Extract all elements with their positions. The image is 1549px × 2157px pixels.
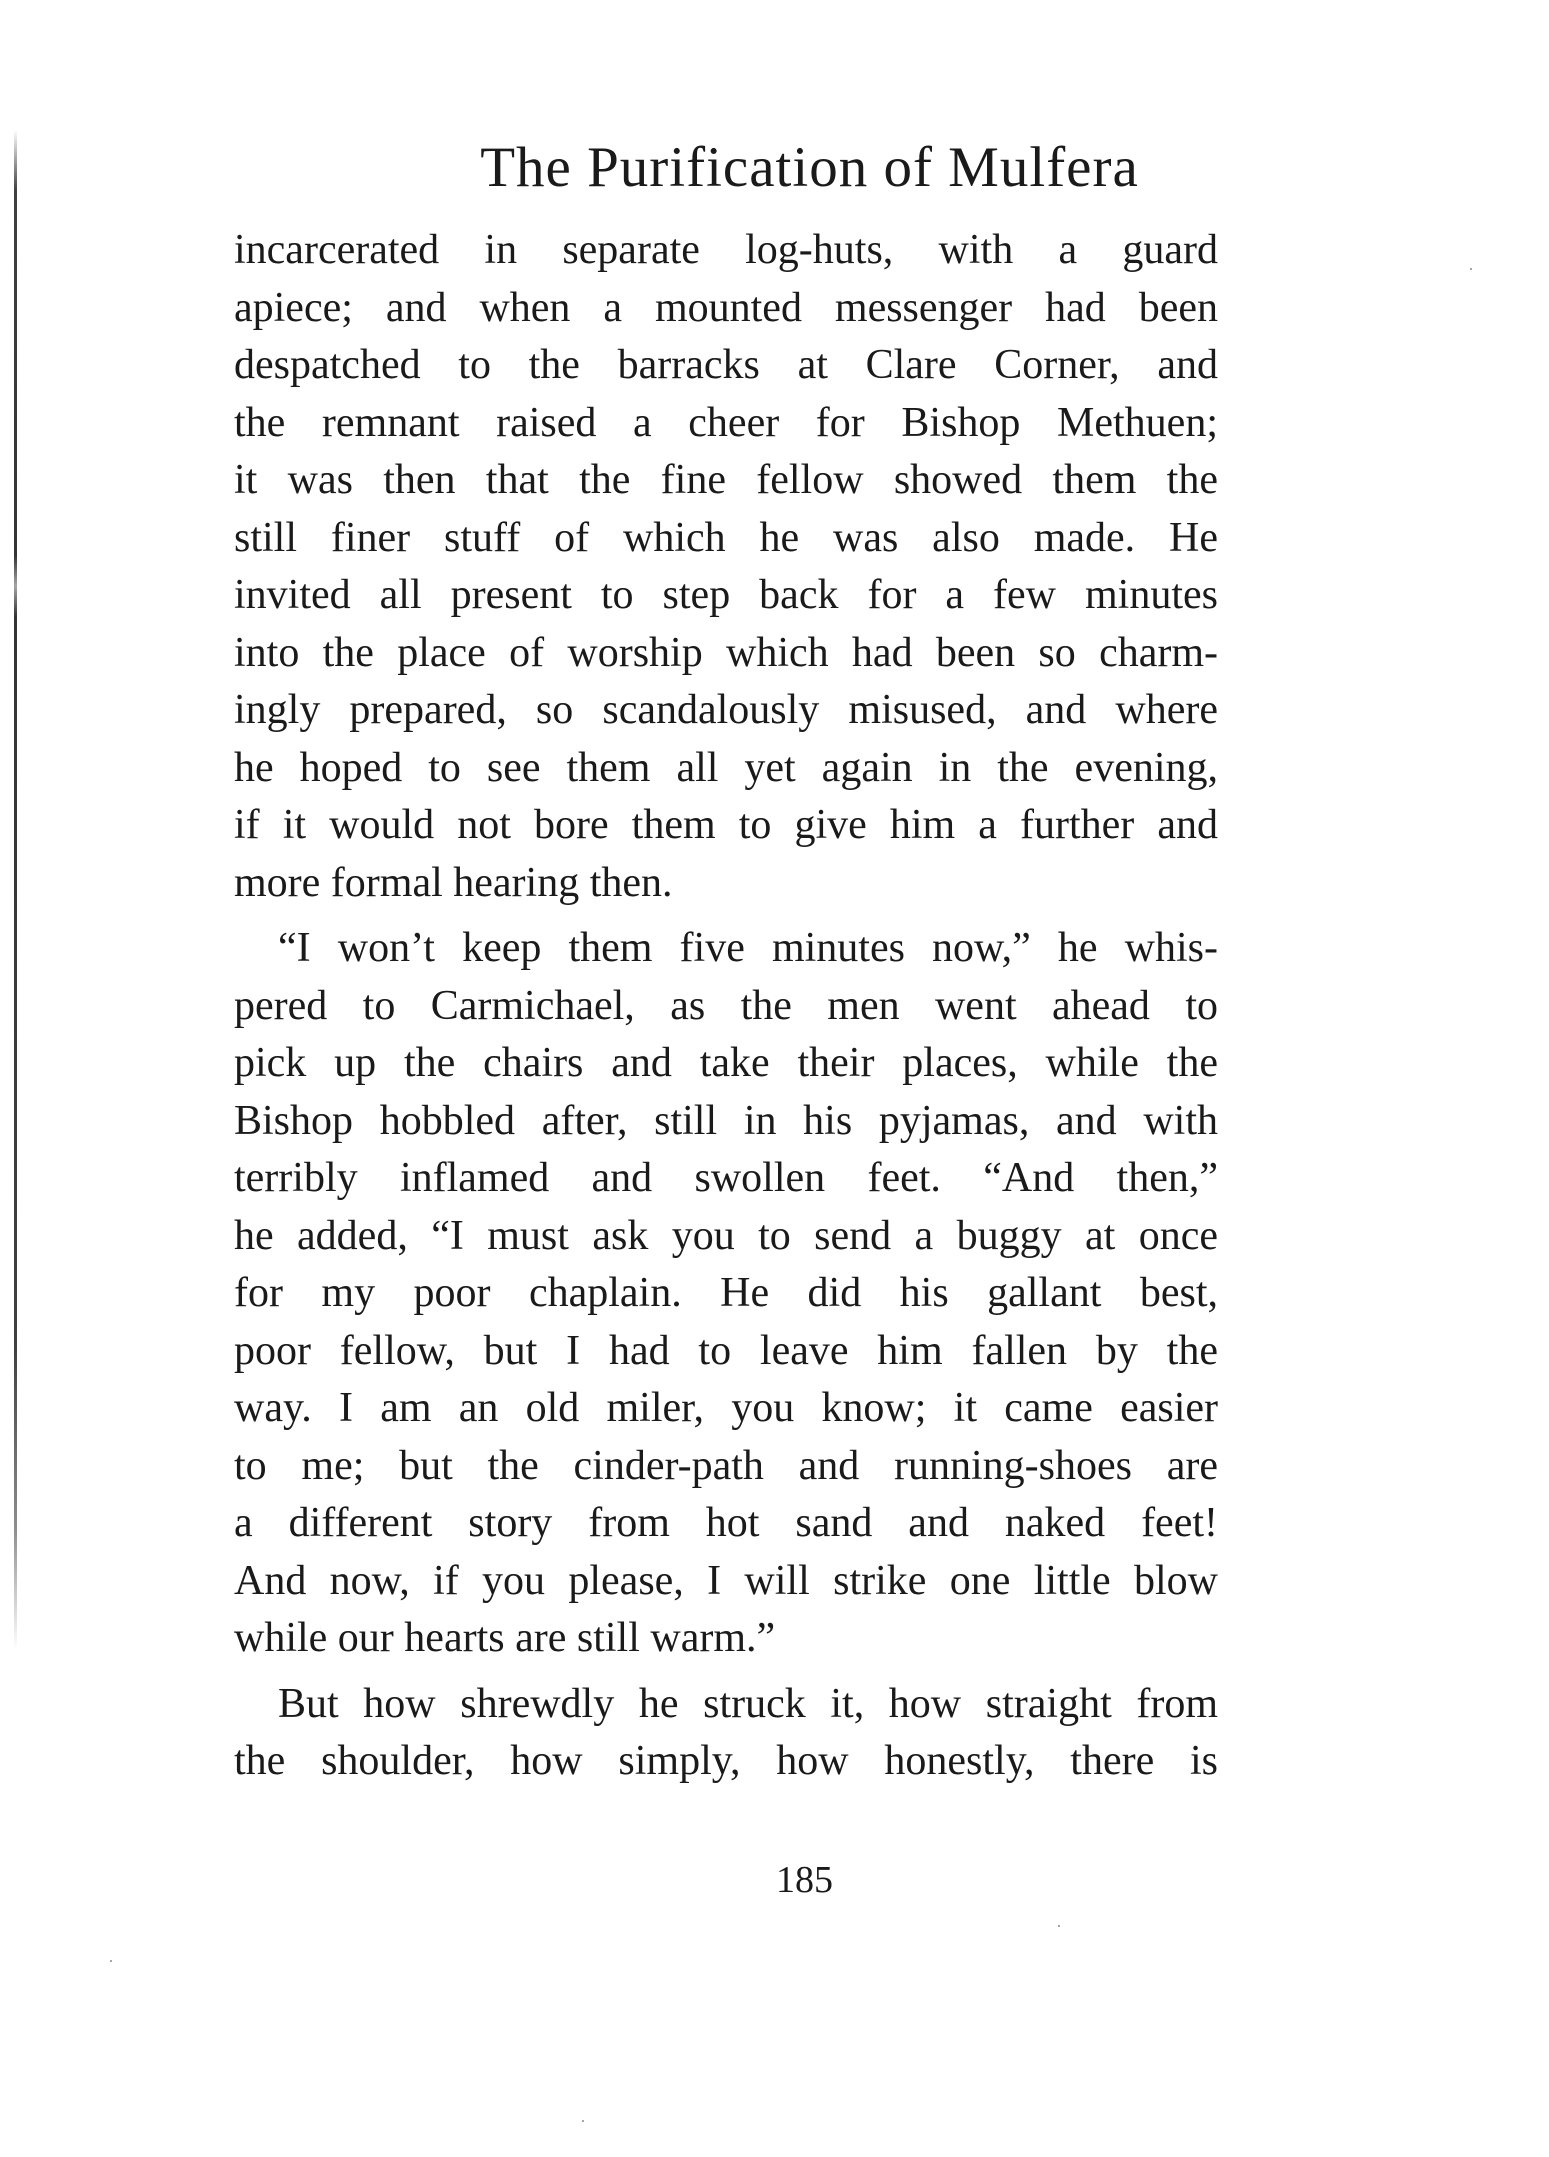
text-line: a different story from hot sand and naked feet! — [234, 1500, 1218, 1546]
text-line: the shoulder, how simply, how honestly, there is — [234, 1738, 1218, 1784]
text-line: pick up the chairs and take their places, while the — [234, 1040, 1218, 1086]
text-line: ingly prepared, so scandalously misused, and where — [234, 687, 1218, 733]
text-line: more formal hearing then. — [234, 859, 673, 906]
paragraph — [234, 920, 1218, 1668]
text-line: “I won’t keep them five minutes now,” he whis- — [278, 925, 1218, 971]
text-line: he added, “I must ask you to send a buggy at once — [234, 1212, 1218, 1259]
text-line: But how shrewdly he struck it, how straight from — [278, 1680, 1218, 1727]
running-head: The Purification of Mulfera — [480, 136, 1139, 199]
text-line: pered to Carmichael, as the men went ahead to — [234, 982, 1218, 1029]
text-line: invited all present to step back for a few minutes — [234, 572, 1218, 618]
paper-speck — [1058, 1925, 1060, 1927]
paper-speck — [1470, 268, 1472, 270]
paper-speck — [582, 2120, 584, 2122]
paper-speck — [110, 1960, 112, 1962]
text-line: And now, if you please, I will strike one little blow — [234, 1557, 1218, 1604]
text-line: to me; but the cinder-path and running-shoes are — [234, 1442, 1218, 1489]
text-line: Bishop hobbled after, still in his pyjamas, and with — [234, 1097, 1218, 1144]
text-line: for my poor chaplain. He did his gallant best, — [234, 1270, 1218, 1316]
text-line: still finer stuff of which he was also made. He — [234, 514, 1218, 561]
body-text — [234, 222, 1218, 1791]
text-line: into the place of worship which had been so charm- — [234, 629, 1218, 676]
text-line: despatched to the barracks at Clare Corner, and — [234, 342, 1218, 388]
text-line: the remnant raised a cheer for Bishop Methuen; — [234, 399, 1218, 446]
text-line: apiece; and when a mounted messenger had been — [234, 284, 1218, 331]
text-line: way. I am an old miler, you know; it came easier — [234, 1385, 1218, 1431]
binding-shadow — [14, 130, 17, 1650]
text-line: it was then that the fine fellow showed them the — [234, 457, 1218, 503]
text-line: incarcerated in separate log-huts, with a guard — [234, 227, 1218, 273]
text-line: while our hearts are still warm.” — [234, 1615, 776, 1661]
text-line: poor fellow, but I had to leave him fallen by the — [234, 1327, 1218, 1374]
text-line: terribly inflamed and swollen feet. “And then,” — [234, 1155, 1218, 1201]
paragraph — [234, 1676, 1218, 1791]
paragraph — [234, 222, 1218, 912]
page-number: 185 — [776, 1859, 833, 1901]
text-line: he hoped to see them all yet again in the evening, — [234, 744, 1218, 791]
text-line: if it would not bore them to give him a further and — [234, 802, 1218, 848]
